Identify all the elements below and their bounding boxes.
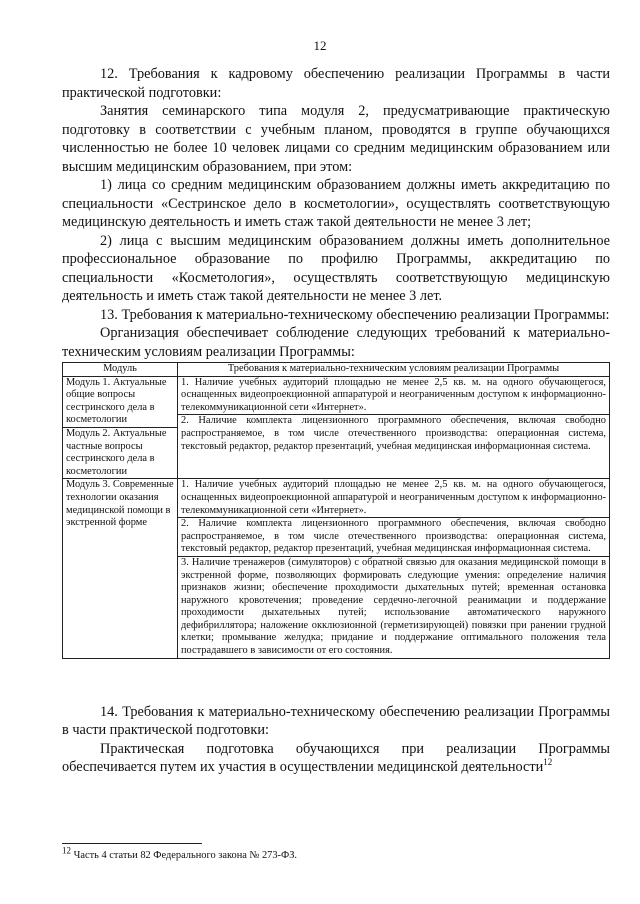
requirement-item: 2. Наличие комплекта лицензионного программного обеспечения, включая свободно распространяемое, в том числе отечественного производства: операционная система, текстовый редактор, редактор презентаций, учебная медицинская информационная система. [178,517,609,556]
section-14-text [62,740,610,777]
module-1-cell: Модуль 1. Актуальные общие вопросы сестринского дела в косметологии [63,376,178,427]
header-module: Модуль [63,363,178,377]
module-3-cell: Модуль 3. Современные технологии оказания медицинской помощи в экстренной форме [63,479,178,658]
requirements-table [62,362,610,659]
requirements-cell-modules-1-2 [178,376,610,479]
footnote-separator [62,843,202,844]
section-12-heading: 12. Требования к кадровому обеспечению реализации Программы в части практической подготовки: [62,66,610,101]
section-12-item-2: 2) лица с высшим медицинским образованием должны иметь дополнительное профессиональное образование по профилю Программы, аккредитацию по специальности «Косметология», осуществлять соответствующую медицинскую деятельность и иметь стаж такой деятельности не менее 3 лет. [62,232,610,304]
section-12-intro: Занятия семинарского типа модуля 2, предусматривающие практическую подготовку в соответствии с учебным планом, проводятся в группе обучающихся численностью не более 10 человек лицами со средним медицинским образованием или высшим медицинским образованием, при этом: [62,103,610,175]
header-requirements: Требования к материально-техническим условиям реализации Программы [178,363,610,377]
requirement-item: 1. Наличие учебных аудиторий площадью не менее 2,5 кв. м. на одного обучающегося, оснащенных видеопроекционной аппаратурой и неограниченным доступом к информационно-телекоммуникационной сети «Интернет». [181,479,606,516]
section-13-intro: Организация обеспечивает соблюдение следующих требований к материально-техническим условиям реализации Программы: [62,325,610,360]
requirement-item: 2. Наличие комплекта лицензионного программного обеспечения, включая свободно распространяемое, в том числе отечественного производства: операционная система, текстовый редактор, редактор презентаций, учебная медицинская информационная система. [178,414,609,453]
document-body [62,65,610,777]
footnote-text: Часть 4 статьи 82 Федерального закона № 273-ФЗ. [73,850,298,861]
section-13-heading: 13. Требования к материально-техническому обеспечению реализации Программы: [100,306,610,323]
requirements-cell-module-3 [178,479,610,658]
requirement-item: 1. Наличие учебных аудиторий площадью не менее 2,5 кв. м. на одного обучающегося, оснащенных видеопроекционной аппаратурой и неограниченным доступом к информационно-телекоммуникационной сети «Интернет». [181,376,606,413]
footnote-reference: 12 [543,757,553,768]
table-row [63,376,610,427]
requirement-item: 3. Наличие тренажеров (симуляторов) с обратной связью для оказания медицинской помощи в экстренной форме, позволяющих формировать следующие умения: определение наличия признаков жизни; обеспечение проходимости дыхательных путей; временная остановка наружного кровотечения; проведение сердечно-легочной реанимации и поддержание проходимости дыхательных путей; использование автоматического наружного дефибриллятора; наложение окклюзионной (герметизирующей) повязки при ранении грудной клетки; промывание желудка; придание и поддержание оптимального положения тела пострадавшего в зависимости от его состояния. [178,556,609,658]
section-12-item-1: 1) лица со средним медицинским образованием должны иметь аккредитацию по специальности «Сестринское дело в косметологии», осуществлять соответствующую медицинскую деятельность и иметь стаж такой деятельности не менее 3 лет; [62,177,610,230]
table-header-row [63,363,610,377]
table-row [63,479,610,658]
footnote-number: 12 [62,845,71,856]
page-number: 12 [313,38,327,53]
section-14-heading: 14. Требования к материально-техническому обеспечению реализации Программы в части практической подготовки: [62,703,610,739]
footnote [62,845,298,861]
section-14-text-body: Практическая подготовка обучающихся при реализации Программы обеспечивается путем их участия в осуществлении медицинской деятельности [62,740,610,776]
module-2-cell: Модуль 2. Актуальные частные вопросы сестринского дела в косметологии [63,427,178,478]
